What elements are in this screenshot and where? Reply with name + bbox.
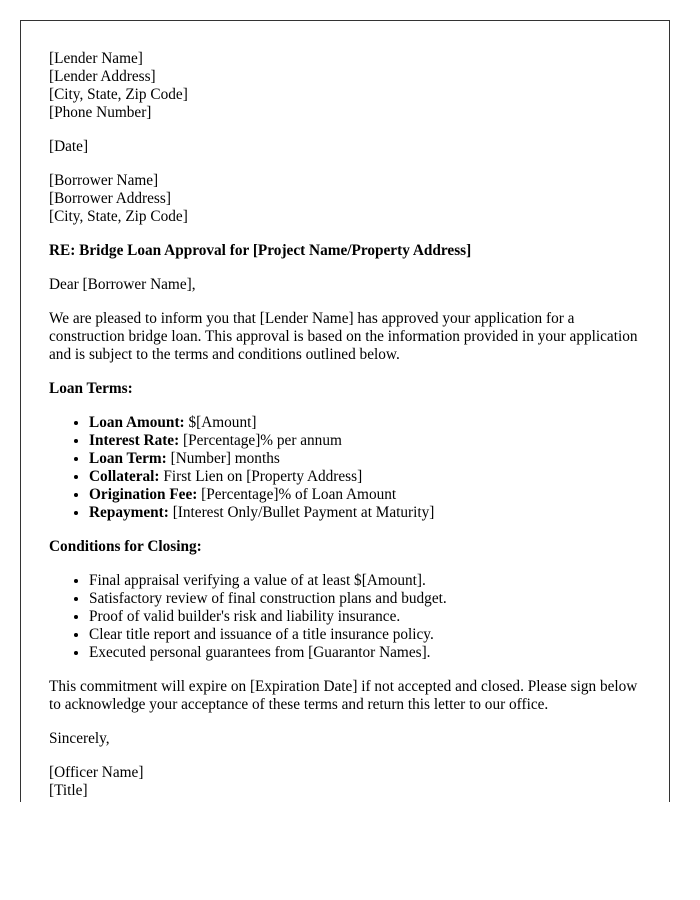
list-item: • Clear title report and issuance of a title insurance policy. (89, 626, 649, 644)
term-label: Loan Amount: (89, 414, 185, 431)
list-item: • Satisfactory review of final construction plans and budget. (89, 590, 649, 608)
officer-title: [Title] (49, 782, 88, 799)
term-value: [Percentage]% of Loan Amount (197, 486, 397, 503)
list-item: • Final appraisal verifying a value of at least $[Amount]. (89, 572, 649, 590)
officer-name: [Officer Name] (49, 764, 144, 781)
lender-address: [Lender Address] (49, 68, 156, 85)
letter-date: [Date] (49, 138, 89, 155)
list-item: • Executed personal guarantees from [Guarantor Names]. (89, 644, 649, 662)
subject-line: RE: Bridge Loan Approval for [Project Name/Property Address] (49, 242, 472, 259)
conditions-heading: Conditions for Closing: (49, 538, 202, 555)
term-label: Interest Rate: (89, 432, 180, 449)
term-value: [Interest Only/Bullet Payment at Maturity] (168, 504, 435, 521)
list-item (89, 486, 649, 504)
list-item (89, 468, 649, 486)
borrower-block (49, 172, 649, 226)
signoff: Sincerely, (49, 730, 110, 747)
list-item (89, 432, 649, 450)
list-item: • Proof of valid builder's risk and liability insurance. (89, 608, 649, 626)
list-item (89, 504, 649, 522)
lender-phone: [Phone Number] (49, 104, 152, 121)
letter-page (20, 20, 670, 802)
lender-name: [Lender Name] (49, 50, 143, 67)
intro-paragraph: We are pleased to inform you that [Lender Name] has approved your application for a construction bridge loan. This approval is based on the information provided in your application and is subject to the terms and conditions outlined below. (49, 310, 638, 363)
salutation: Dear [Borrower Name], (49, 276, 196, 293)
term-value: [Number] months (166, 450, 280, 467)
term-label: Collateral: (89, 468, 160, 485)
term-label: Origination Fee: (89, 486, 198, 503)
term-value: [Percentage]% per annum (179, 432, 342, 449)
conditions-list (49, 572, 649, 662)
term-value: First Lien on [Property Address] (159, 468, 363, 485)
signature-block (49, 764, 649, 800)
term-label: Loan Term: (89, 450, 167, 467)
borrower-city: [City, State, Zip Code] (49, 208, 188, 225)
closing-paragraph: This commitment will expire on [Expiration Date] if not accepted and closed. Please sign below to acknowledge your acceptance of these terms and return this letter to our office. (49, 678, 638, 713)
borrower-address: [Borrower Address] (49, 190, 171, 207)
lender-city: [City, State, Zip Code] (49, 86, 188, 103)
loan-terms-list (49, 414, 649, 522)
lender-block (49, 50, 649, 122)
list-item (89, 414, 649, 432)
term-label: Repayment: (89, 504, 169, 521)
loan-terms-heading: Loan Terms: (49, 380, 133, 397)
list-item (89, 450, 649, 468)
term-value: $[Amount] (184, 414, 257, 431)
borrower-name: [Borrower Name] (49, 172, 159, 189)
